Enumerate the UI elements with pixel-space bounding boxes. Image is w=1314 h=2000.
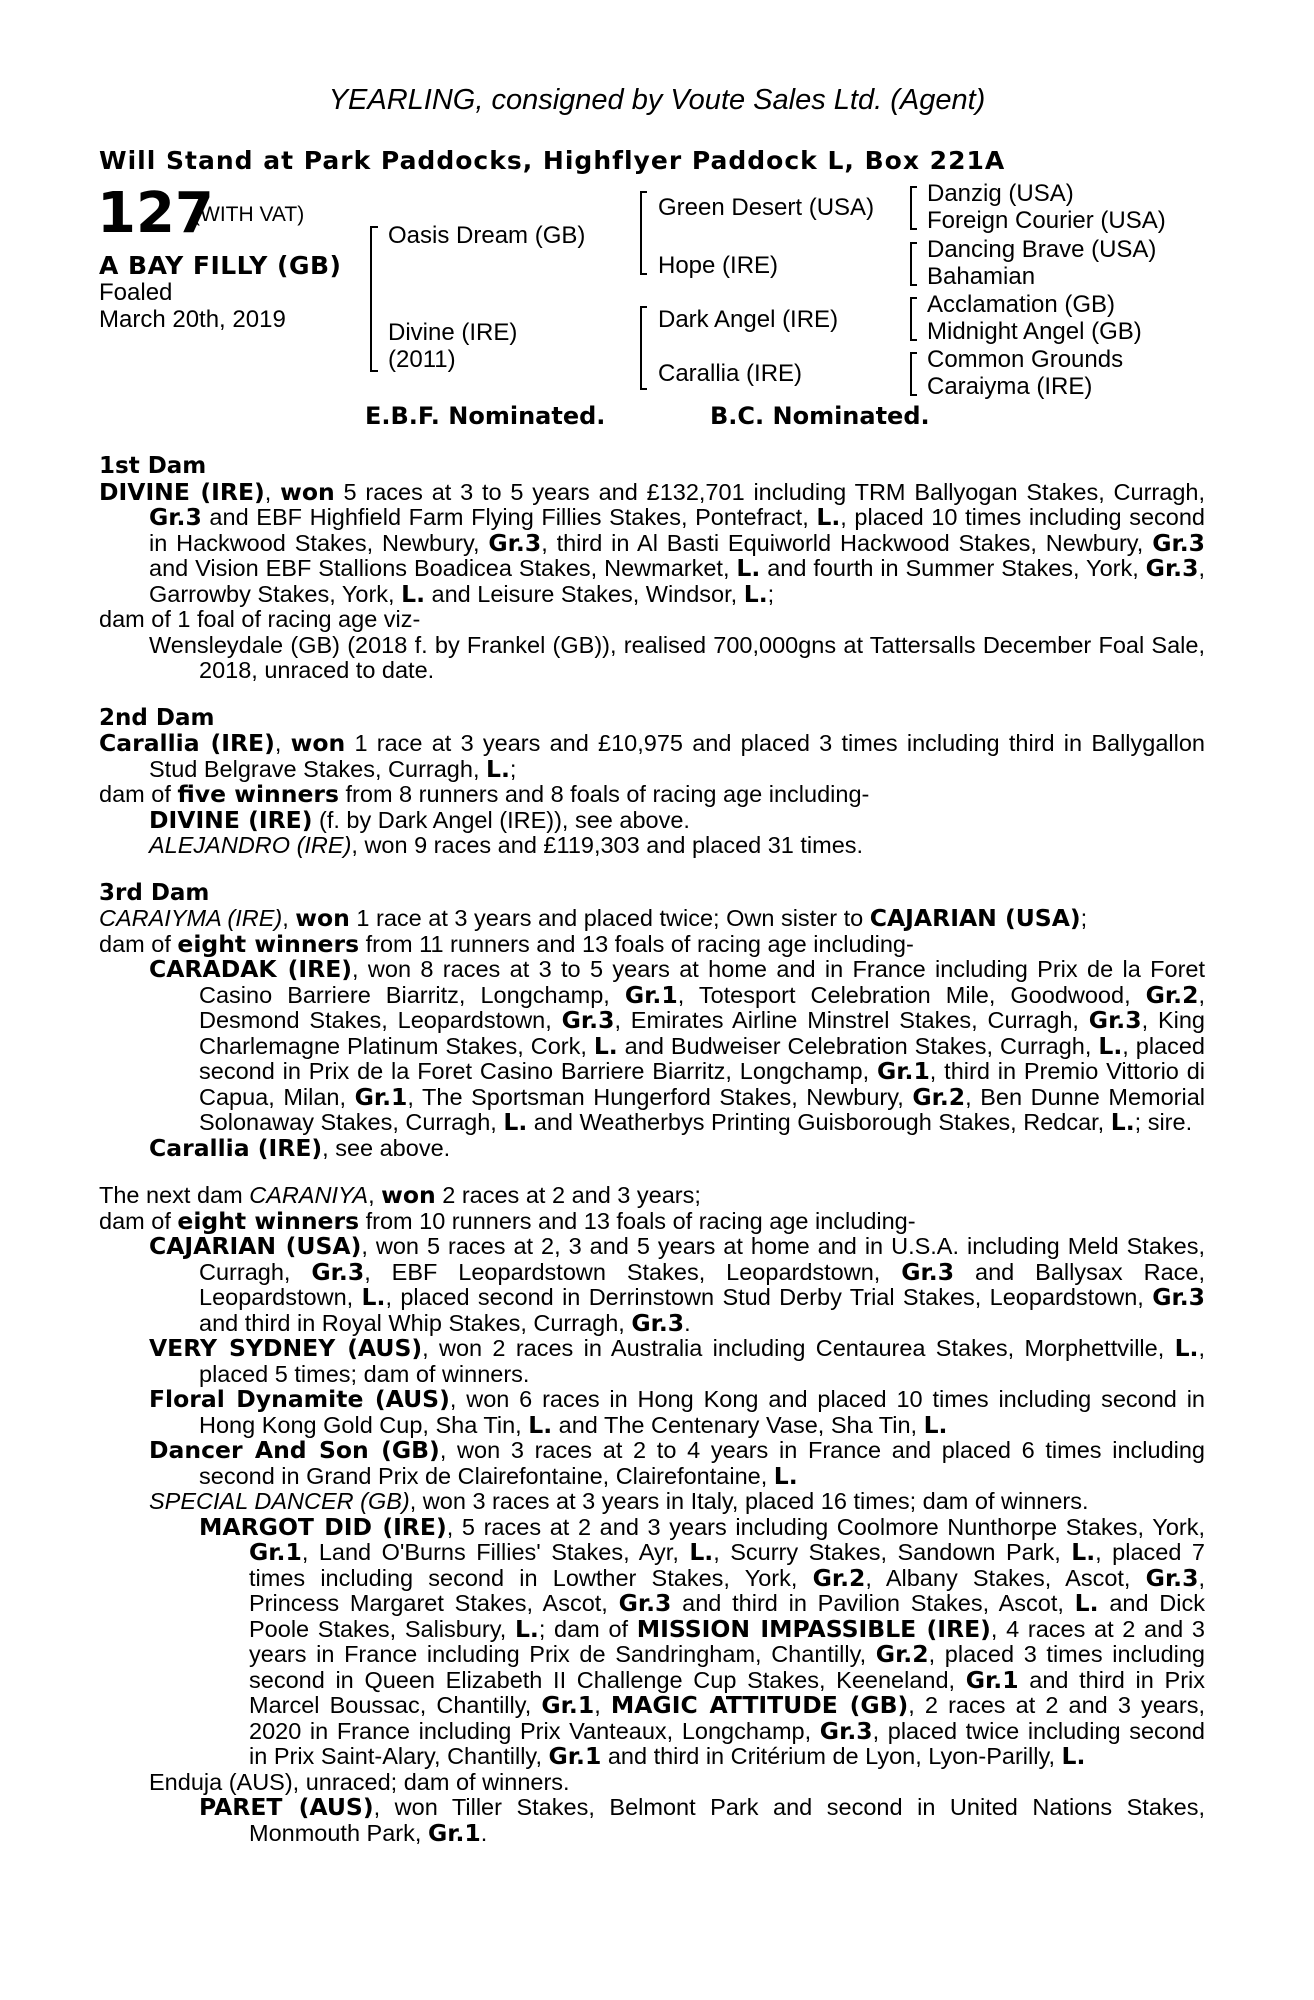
grade-label: Gr.2 [812,1563,866,1592]
record-text: (f. by Dark Angel (IRE)), see above. [312,806,690,833]
progeny-name: Dancer And Son (GB) [149,1436,440,1464]
record-text: , placed second in Derrinstown Stud Derby Trial Stakes, Leopardstown, [385,1284,1153,1310]
progeny-name: PARET (AUS) [199,1793,374,1821]
second-dam-progeny [149,833,1205,859]
grade-label: Gr.3 [149,503,202,531]
record-text: and Ballysax Race, Leopardstown, [199,1258,1205,1310]
first-dam-name: DIVINE (IRE) [99,477,265,506]
grand-progeny [199,1795,1205,1846]
grade-label: Gr.1 [354,1082,408,1111]
record-text: , King Charlemagne Platinum Stakes, Cork, [199,1007,1205,1059]
progeny-name: Carallia (IRE) [149,1133,323,1162]
pedigree-gen2-3: Dark Angel (IRE) [658,306,839,333]
second-dam-name: Carallia (IRE) [99,729,275,757]
pedigree-gen3-7: Common Grounds [927,346,1124,373]
progeny-name: MARGOT DID (IRE) [199,1512,447,1541]
grade-label: Gr.2 [875,1640,929,1668]
grade-label: Gr.3 [631,1308,685,1337]
record-text: , Garrowby Stakes, York, [149,555,1205,607]
record-text: ; sire. [1134,1109,1193,1135]
record-text: , placed 3 times including second in Queen Elizabeth II Challenge Cup Stakes, Keeneland, [249,1641,1205,1693]
record-text: , won 6 races in Hong Kong and placed 10 times including second in Hong Kong Gold Cup, Sha Tin, [199,1386,1205,1438]
won-label: won [381,1181,436,1209]
grade-label: Gr.2 [1145,980,1199,1009]
grade-label: Gr.3 [901,1257,955,1286]
grade-label: Gr.1 [624,980,678,1009]
next-dam-progeny [149,1438,1205,1489]
record-text: from 10 runners and 13 foals of racing age including- [359,1207,916,1234]
record-text: dam of [99,1207,178,1234]
grade-label: L. [743,579,768,608]
record-text: , third in Premio Vittorio di Capua, Milan, [199,1058,1205,1110]
third-dam-name: CARAIYMA (IRE) [99,905,283,931]
record-text: , won Tiller Stakes, Belmont Park and second in United Nations Stakes, Monmouth Park, [249,1794,1205,1846]
record-text: , placed twice including second in Prix Saint-Alary, Chantilly, [249,1717,1205,1769]
pedigree-brace-dam [640,306,647,390]
first-dam-produce: dam of 1 foal of racing age viz- [99,606,421,632]
grade-label: L. [503,1108,528,1136]
record-text: , won 5 races at 2, 3 and 5 years at home and in U.S.A. including Meld Stakes, Curragh, [199,1233,1205,1285]
pedigree-gen2-4: Carallia (IRE) [658,360,803,387]
next-dam-name: CARANIYA [249,1182,369,1208]
record-text: , Princess Margaret Stakes, Ascot, [249,1564,1205,1616]
record-text: , placed 7 times including second in Lowther Stakes, York, [249,1539,1205,1591]
record-text: , third in Al Basti Equiworld Hackwood Stakes, Newbury, [541,529,1153,556]
record-text: and Budweiser Celebration Stakes, Curragh, [617,1032,1099,1059]
grade-label: Gr.3 [1152,1283,1205,1311]
record-text: , 4 races at 2 and 3 years in France including Prix de Sandringham, Chantilly, [249,1615,1205,1667]
record-text: , Scurry Stakes, Sandown Park, [713,1539,1072,1565]
grade-label: L. [1074,1589,1099,1617]
winners-count: five winners [177,780,339,808]
lot-number: 127 [97,181,214,246]
progeny-name: MISSION IMPASSIBLE (IRE) [636,1614,991,1643]
record-text: from 8 runners and 8 foals of racing age including- [338,781,870,807]
won-label: won [290,729,346,757]
bc-nominated: B.C. Nominated. [710,402,930,430]
grade-label: L. [1071,1538,1096,1566]
won-label: won [295,904,350,932]
record-text: . [480,1819,488,1846]
grade-label: Gr.1 [249,1538,302,1566]
pedigree-brace-g3-3 [910,297,917,341]
pedigree-dam-line1: Divine (IRE) [388,319,518,346]
pedigree-sire: Oasis Dream (GB) [388,222,586,249]
record-text: ; [1080,905,1088,931]
record-text: 1 race at 3 years and placed twice; Own sister to [349,905,870,931]
foaled-date: March 20th, 2019 [99,306,286,333]
pedigree-brace-main [370,226,378,372]
pedigree-gen3-3: Dancing Brave (USA) [927,236,1157,263]
record-text: , placed 10 times including second in Hackwood Stakes, Newbury, [149,504,1206,556]
grade-label: L. [736,554,761,582]
grade-label: L. [1098,1031,1123,1060]
record-text: , Desmond Stakes, Leopardstown, [199,981,1205,1033]
grade-label: Gr.3 [488,528,542,557]
record-text: ; [767,580,775,607]
progeny-name: VERY SYDNEY (AUS) [149,1334,423,1362]
record-text: , Ben Dunne Memorial Solonaway Stakes, Curragh, [199,1083,1205,1135]
next-dam-produce [99,1206,1205,1235]
third-dam-produce [99,929,1205,958]
grade-label: Gr.1 [965,1665,1019,1694]
progeny-name: ALEJANDRO (IRE) [149,832,352,858]
pedigree-gen3-2: Foreign Courier (USA) [927,207,1166,234]
pedigree-dam-line2: (2011) [388,346,456,373]
record-text: and The Centenary Vase, Sha Tin, [552,1411,924,1438]
third-dam-record: CARAIYMA (IRE), won 1 race at 3 years and placed twice; Own sister to CAJARIAN (USA); [99,904,1088,932]
pedigree-brace-g3-2 [910,242,917,286]
record-text: . [684,1309,691,1336]
record-text: , won 3 races at 3 years in Italy, placed 16 times; dam of winners. [409,1488,1089,1514]
record-text: , 5 races at 2 and 3 years including Coolmore Nunthorpe Stakes, York, [446,1513,1205,1540]
grade-label: Gr.1 [427,1818,481,1847]
grade-label: L. [514,1614,539,1643]
winners-count: eight winners [177,929,360,958]
record-text: , Land O'Burns Fillies' Stakes, Ayr, [301,1539,690,1565]
record-text: , 2 races at 2 and 3 years, 2020 in France including Prix Vanteaux, Longchamp, [249,1692,1205,1744]
record-text: , Totesport Celebration Mile, Goodwood, [677,981,1146,1008]
first-dam-heading: 1st Dam [99,453,207,479]
pedigree-gen3-8: Caraiyma (IRE) [927,373,1093,400]
record-text: , won 3 races at 2 to 4 years in France and placed 6 times including second in Grand Prix de Clairefontaine, Clairefontaine, [199,1437,1205,1489]
second-dam-record: Carallia (IRE), won 1 race at 3 years and £10,975 and placed 3 times including third in Ballygallon Stud Belgrave Stakes, Curragh, L.; [99,729,1205,783]
record-text: , placed 5 times; dam of winners. [199,1335,1205,1387]
record-text: , won 9 races and £119,303 and placed 31 times. [351,832,864,858]
record-text: 2 races at 2 and 3 years; [435,1182,701,1208]
record-text: ; [509,755,517,782]
record-text: , The Sportsman Hungerford Stakes, Newbury, [407,1083,913,1110]
grand-progeny [199,1512,1205,1770]
grade-label: Gr.3 [1088,1006,1142,1034]
record-text: , Emirates Airline Minstrel Stakes, Curragh, [614,1007,1089,1033]
record-text: ; dam of [538,1615,637,1642]
grade-label: Gr.3 [819,1716,873,1745]
next-dam-progeny [149,1489,1205,1515]
record-text: 5 races at 3 to 5 years and £132,701 including TRM Ballyogan Stakes, Curragh, [334,478,1205,505]
record-text: and third in Pavilion Stakes, Ascot, [671,1590,1075,1616]
record-text: dam of [99,781,178,807]
progeny-name: CARADAK (IRE) [149,955,353,983]
pedigree-gen2-1: Green Desert (USA) [658,194,875,221]
record-text: and third in Prix Marcel Boussac, Chantilly, [249,1666,1205,1718]
next-dam-progeny [149,1336,1205,1387]
ebf-nominated: E.B.F. Nominated. [365,402,606,430]
grade-label: Gr.3 [1152,528,1205,557]
pedigree-brace-g3-1 [910,186,917,230]
pedigree-brace-g3-4 [910,352,917,396]
second-dam-produce [99,782,1205,808]
grade-label: L. [816,503,841,531]
progeny-name: MAGIC ATTITUDE (GB) [610,1691,909,1719]
record-text: and Weatherbys Printing Guisborough Stakes, Redcar, [527,1109,1111,1135]
record-text: and third in Critérium de Lyon, Lyon-Parilly, [601,1743,1062,1769]
produce-record [99,454,1205,1846]
record-text: and Vision EBF Stallions Boadicea Stakes, Newmarket, [149,555,737,581]
grade-label: L. [1174,1334,1199,1362]
pedigree-brace-sire [640,191,647,275]
grade-label: Gr.1 [548,1742,602,1770]
grade-label: L. [1061,1742,1086,1770]
record-text: and Leisure Stakes, Windsor, [425,580,744,607]
progeny-name: DIVINE (IRE) [149,805,313,834]
record-text: 1 race at 3 years and £10,975 and placed 3 times including third in Ballygallon Stud Belgrave Stakes, Curragh, [149,730,1205,782]
second-dam-progeny [149,805,1205,834]
grade-label: L. [528,1410,553,1439]
grade-label: L. [593,1031,618,1060]
next-dam-progeny: Enduja (AUS), unraced; dam of winners. [149,1768,570,1795]
progeny-name: CAJARIAN (USA) [149,1232,362,1260]
pedigree-gen3-6: Midnight Angel (GB) [927,318,1142,345]
record-text: and EBF Highfield Farm Flying Fillies Stakes, Pontefract, [201,504,817,530]
grade-label: Gr.2 [912,1082,966,1111]
record-text: The next dam [99,1182,250,1208]
progeny-name: SPECIAL DANCER (GB) [149,1488,410,1514]
next-dam-record [99,1183,1205,1209]
grade-label: L. [401,579,425,608]
stand-location: Will Stand at Park Paddocks, Highflyer Paddock L, Box 221A [99,146,1006,175]
grade-label: L. [361,1283,386,1311]
next-dam-progeny [149,1234,1205,1336]
grade-label: L. [486,754,510,783]
first-dam-record: DIVINE (IRE), won 5 races at 3 to 5 years and £132,701 including TRM Ballyogan Stakes, Curragh, Gr.3 and EBF Highfield Farm Flying Fillies Stakes, Pontefract, L., placed 10 times including second in Hackwood Stakes, Newbury, Gr.3, third in Al Basti Equiworld Hackwood Stakes, Newbury, Gr.3 and Vision EBF Stallions Boadicea Stakes, Newmarket, L. and fourth in Summer Stakes, York, Gr.3, Garrowby Stakes, York, L. and Leisure Stakes, Windsor, L.; [99,477,1206,608]
record-text: , EBF Leopardstown Stakes, Leopardstown, [364,1258,902,1285]
grade-label: Gr.3 [618,1589,672,1617]
grade-label: L. [923,1410,948,1439]
record-text: , Albany Stakes, Ascot, [865,1564,1146,1591]
grade-label: Gr.3 [311,1257,365,1286]
grade-label: Gr.3 [1145,1563,1199,1592]
page-title: YEARLING, consigned by Voute Sales Ltd. (Agent) [328,84,986,116]
record-text: , [368,1182,382,1208]
first-dam-foal: Wensleydale (GB) (2018 f. by Frankel (GB)), realised 700,000gns at Tattersalls December Foal Sale, 2018, unraced to date. [149,631,1205,683]
grade-label: L. [1110,1108,1135,1136]
foaled-label: Foaled [99,279,173,306]
record-text: , placed second in Prix de la Foret Casino Barriere Biarritz, Longchamp, [199,1032,1205,1084]
record-text: and Dick Poole Stakes, Salisbury, [249,1590,1205,1642]
horse-name: A BAY FILLY (GB) [99,251,342,280]
record-text: , [594,1692,611,1718]
record-text: from 11 runners and 13 foals of racing age including- [359,930,914,957]
vat-note: (WITH VAT) [193,203,305,226]
grade-label: L. [773,1461,798,1490]
record-text: dam of [99,930,178,957]
won-label: won [280,477,335,506]
third-dam-progeny [149,1133,1205,1162]
grade-label: Gr.1 [876,1057,930,1085]
second-dam-heading: 2nd Dam [99,704,215,731]
grade-label: Gr.3 [1145,554,1199,582]
record-text: and third in Royal Whip Stakes, Curragh, [199,1309,632,1336]
grade-label: Gr.1 [541,1691,595,1719]
third-dam-progeny [149,957,1205,1136]
next-dam-progeny [149,1387,1205,1438]
grade-label: Gr.3 [561,1006,615,1034]
record-text: , see above. [322,1134,451,1161]
third-dam-heading: 3rd Dam [99,879,210,906]
record-text: and fourth in Summer Stakes, York, [760,555,1146,581]
progeny-name: Floral Dynamite (AUS) [149,1385,450,1413]
winners-count: eight winners [177,1206,360,1235]
record-text: , won 8 races at 3 to 5 years at home and in France including Prix de la Foret Casino Barriere Biarritz, Longchamp, [199,956,1205,1008]
grade-label: L. [689,1538,714,1566]
sister-name: CAJARIAN (USA) [869,904,1081,932]
pedigree-gen3-1: Danzig (USA) [927,180,1074,207]
pedigree-gen3-4: Bahamian [927,263,1036,290]
pedigree-gen3-5: Acclamation (GB) [927,291,1116,318]
pedigree-gen2-2: Hope (IRE) [658,252,779,279]
record-text: , won 2 races in Australia including Centaurea Stakes, Morphettville, [422,1335,1175,1361]
